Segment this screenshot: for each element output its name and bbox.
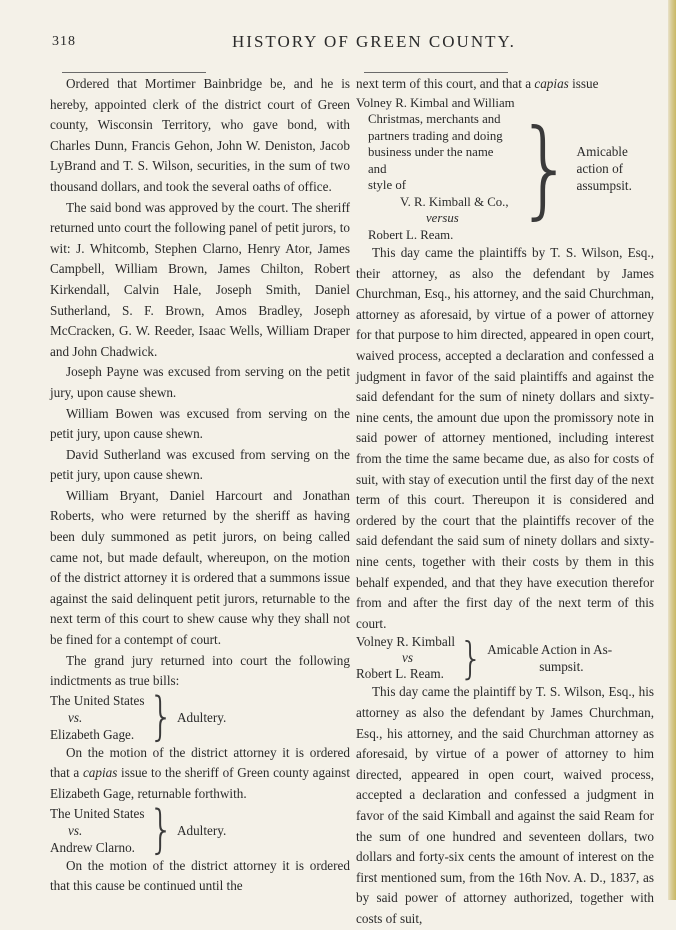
running-head: HISTORY OF GREEN COUNTY. bbox=[232, 32, 516, 51]
text-span: On the motion of the district attorney it is ordered that a bbox=[50, 744, 350, 781]
brace: } bbox=[148, 800, 174, 860]
action-line: action of bbox=[576, 161, 624, 177]
page-number: 318 bbox=[52, 34, 76, 49]
plaintiff-line: partners trading and doing bbox=[368, 128, 503, 143]
case-caption bbox=[50, 800, 350, 860]
plaintiff: The United States bbox=[50, 805, 145, 821]
case-caption bbox=[356, 95, 654, 244]
versus: vs. bbox=[68, 822, 83, 838]
action-line: Amicable Action in As- bbox=[487, 642, 613, 658]
right-column bbox=[356, 68, 654, 930]
text-span: issue bbox=[568, 76, 599, 91]
versus: versus bbox=[426, 211, 459, 226]
brace: } bbox=[459, 633, 484, 684]
plaintiff-line: style of bbox=[368, 178, 407, 193]
left-column bbox=[50, 68, 350, 897]
firm-name: V. R. Kimball & Co., bbox=[400, 194, 509, 209]
defendant: Robert L. Ream. bbox=[356, 666, 444, 682]
versus: vs bbox=[402, 650, 413, 666]
paragraph: Joseph Payne was excused from serving on the petit jury, upon cause shewn. bbox=[50, 364, 350, 400]
paragraph: William Bowen was excused from serving on the petit jury, upon cause shewn. bbox=[50, 405, 350, 442]
paragraph: The said bond was approved by the court. The sheriff returned unto court the following panel of petit jurors, to wit: J. Whitcomb, Stephen Clarno, Henry Ator, James Campbell, William Brown, James Chilton, Robert Kirkendall, Calvin Hale, Joseph Smith, Daniel Sutherland, S. F. Brown, Amos Bradley, Joseph McCracken, G. W. Reeder, Isaac Wells, William Draper and John Chadwick. bbox=[50, 199, 350, 359]
plaintiff-line: Volney R. Kimbal and William bbox=[356, 95, 515, 110]
paragraph: On the motion of the district attorney it is ordered that this cause be continued until the bbox=[50, 857, 350, 894]
plaintiff: The United States bbox=[50, 692, 145, 708]
italic-term: capias bbox=[82, 765, 118, 781]
italic-term: capias bbox=[534, 76, 569, 91]
paragraph bbox=[356, 74, 654, 95]
paragraph: William Bryant, Daniel Harcourt and Jonathan Roberts, who were returned by the sheriff as having been duly summoned as petit jurors, on being called came not, but made default, whereupon, on the motion of the district attorney it is ordered that a summons issue against the said delinquent petit jurors, returnable to the next term of this court to shew cause why they shall not be fined for a contempt of court. bbox=[50, 487, 350, 648]
case-action: Adultery. bbox=[176, 709, 227, 725]
brace: } bbox=[516, 106, 575, 230]
paragraph: Ordered that Mortimer Bainbridge be, and he is hereby, appointed clerk of the district court of Green county, Wisconsin Territory, who gave bond, with Charles Dunn, Francis Gehon, John W. Deniston, Jacob LyBrand and T. S. Wilson, securities, in the sum of two thousand dollars, and took the several oaths of office. bbox=[50, 76, 350, 194]
defendant: Elizabeth Gage. bbox=[50, 726, 135, 742]
defendant: Robert L. Ream. bbox=[368, 227, 454, 242]
case-action bbox=[577, 143, 654, 194]
paragraph bbox=[50, 743, 350, 805]
defendant: Andrew Clarno. bbox=[50, 839, 135, 855]
brace: } bbox=[148, 687, 174, 748]
paragraph: The grand jury returned into court the following indictments as true bills: bbox=[50, 652, 350, 689]
plaintiff-line: business under the name and bbox=[368, 145, 494, 176]
page-edge bbox=[668, 0, 676, 900]
text-span: issue to the sheriff of Green county against Elizabeth Gage, returnable forthwith. bbox=[50, 765, 350, 801]
paragraph: This day came the plaintiffs by T. S. Wilson, Esq., their attorney, as also the defendant by James Churchman, Esq., his attorney, and the said Churchman, attorney as aforesaid, by virtue of a power of attorney for that purpose to him directed, appeared in open court, waived process, accepted a declaration and confessed a judgment in favor of the said plaintiffs and against the said defendant for the sum of ninety dollars and sixty-nine cents, the amount due upon the promissory note in said power of attorney mentioned, including interest from the time the same became due, as also for costs of suit, with stay of execution until the first day of the next term of this court. Thereupon it is considered and ordered by the court that the plaintiffs recover of the said defendant the said sum of ninety dollars and sixty-nine cents, together with their costs by them in this behalf expended, and that they have execution therefor from and after the first day of the next term of this court. bbox=[356, 245, 654, 631]
paragraph: This day came the plaintiff by T. S. Wilson, Esq., his attorney as also the defendant by James Churchman, Esq., his attorney, and the said Churchman attorney as aforesaid, by virtue of a power of attorney to him directed, appeared in open court, waived process, accepted a declaration and confessed a judgment in favor of the said Kimball and against the said Ream for the sum of one hundred and seventeen dollars, two dollars and forty-six cents the amount of interest on the first mentioned sum, from the 16th Nov. A. D., 1837, as by said power of attorney authorized, together with costs of suit, bbox=[356, 684, 654, 926]
case-action: Adultery. bbox=[176, 822, 227, 838]
text-span: next term of this court, and that a bbox=[356, 76, 535, 91]
case-parties bbox=[50, 805, 145, 856]
case-parties bbox=[356, 95, 514, 244]
action-line: sumpsit. bbox=[539, 659, 584, 675]
action-line: Amicable bbox=[576, 144, 628, 160]
case-parties bbox=[50, 692, 145, 743]
case-caption bbox=[356, 634, 654, 682]
case-caption bbox=[50, 687, 350, 748]
case-parties bbox=[356, 634, 455, 682]
paragraph: David Sutherland was excused from serving on the petit jury, upon cause shewn. bbox=[50, 446, 350, 483]
page-header bbox=[0, 34, 676, 54]
plaintiff: Volney R. Kimball bbox=[356, 634, 456, 650]
versus: vs. bbox=[68, 709, 83, 725]
plaintiff-line: Christmas, merchants and bbox=[368, 112, 501, 127]
case-action bbox=[487, 641, 612, 675]
action-line: assumpsit. bbox=[576, 178, 632, 194]
